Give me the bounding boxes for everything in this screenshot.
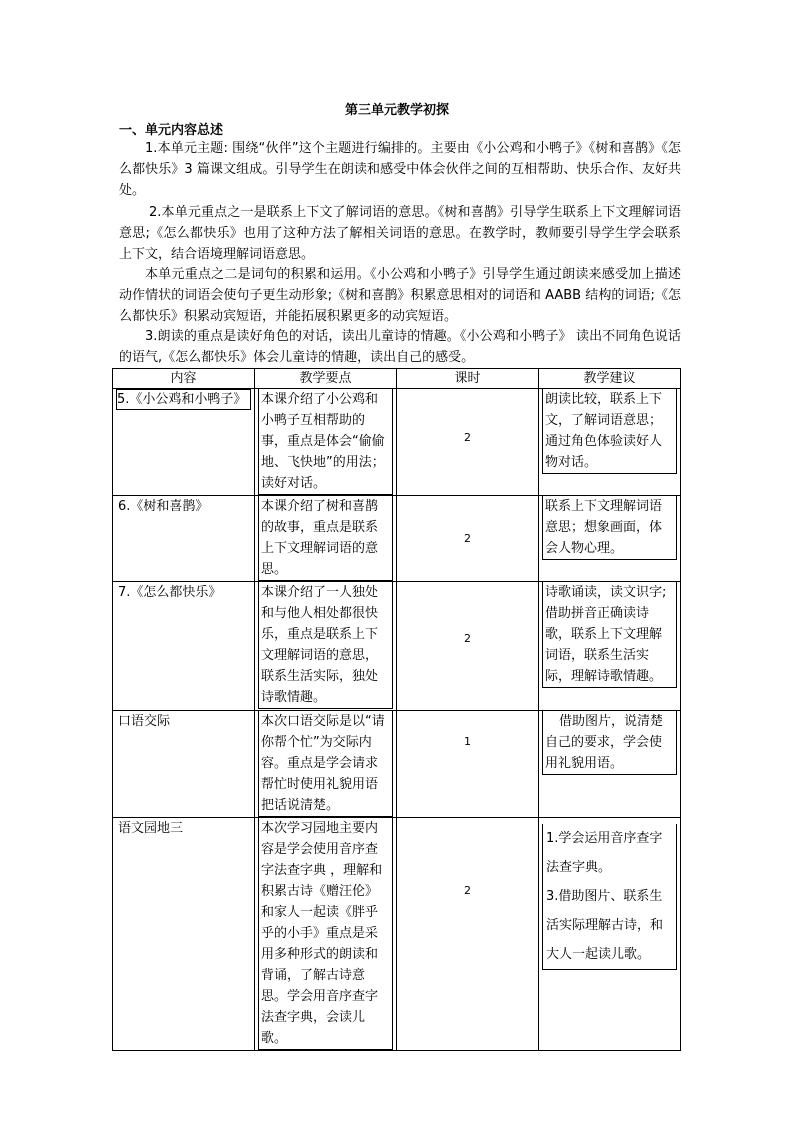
table-row (113, 582, 681, 711)
header-hours: 课时 (397, 369, 539, 389)
cell-content: 口语交际 (113, 711, 255, 818)
paragraph-focus-two: 本单元重点之二是词句的积累和运用。《小公鸡和小鸭子》引导学生通过朗读来感受加上描述动作情状的词语会使句子更生动形象;《树和喜鹊》积累意思相对的词语和 AABB 结构的词语;《怎么都快乐》积累动宾短语，并能拓展积累更多的动宾短语。 (119, 267, 681, 324)
header-content: 内容 (113, 369, 255, 389)
document-title: 第三单元教学初探 (344, 103, 449, 118)
cell-content: 语文园地三 (113, 818, 255, 1051)
cell-content: 6.《树和喜鹊》 (113, 496, 255, 582)
cell-suggestion (539, 818, 681, 1051)
table-row (113, 496, 681, 582)
cell-content: 7.《怎么都快乐》 (113, 582, 255, 711)
cell-hours: 2 (397, 818, 539, 1051)
cell-suggestion: 借助图片，说清楚自己的要求，学会使用礼貌用语。 (539, 711, 681, 818)
cell-key-points: 本课介绍了一人独处和与他人相处都很快乐，重点是联系上下文理解词语的意思，联系生活实际，独处诗歌情趣。 (255, 582, 397, 711)
table-row (113, 818, 681, 1051)
cell-hours: 2 (397, 389, 539, 496)
cell-suggestion: 朗读比较，联系上下文，了解词语意思；通过角色体验读好人物对话。 (539, 389, 681, 496)
cell-hours: 2 (397, 496, 539, 582)
teaching-plan-table (112, 368, 681, 1051)
cell-key-points: 本次口语交际是以“请你帮个忙”为交际内容。重点是学会请求帮忙时使用礼貌用语把话说清楚。 (255, 711, 397, 818)
cell-suggestion: 诗歌诵读，读文识字;借助拼音正确读诗歌，联系上下文理解词语，联系生活实际，理解诗歌情趣。 (539, 582, 681, 711)
cell-key-points: 本次学习园地主要内容是学会使用音序查字法查字典 ，理解和积累古诗《赠汪伦》和家人一起读《胖乎乎的小手》重点是采用多种形式的朗读和背诵，了解古诗意思。学会用音序查字法查字典，会读儿歌。 (255, 818, 397, 1051)
table-header-row (113, 369, 681, 389)
header-suggestion: 教学建议 (539, 369, 681, 389)
section-heading: 一、单元内容总述 (119, 123, 224, 138)
cell-suggestion: 联系上下文理解词语意思；想象画面，体会人物心理。 (539, 496, 681, 582)
table-row (113, 711, 681, 818)
cell-hours: 1 (397, 711, 539, 818)
table-row (113, 389, 681, 496)
cell-hours: 2 (397, 582, 539, 711)
paragraph-focus-one: 2.本单元重点之一是联系上下文了解词语的意思。《树和喜鹊》引导学生联系上下文理解词语意思;《怎么都快乐》也用了这种方法了解相关词语的意思。在教学时，教师要引导学生学会联系上下文，结合语境理解词语意思。 (119, 205, 681, 262)
suggestion-line: 3.借助图片、联系生活实际理解古诗，和大人一起读儿歌。 (546, 889, 664, 962)
suggestion-line: 1.学会运用音序查字法查字典。 (546, 831, 663, 875)
paragraph-reading-focus: 3.朗读的重点是读好角色的对话，读出儿童诗的情趣。《小公鸡和小鸭子》 读出不同角色说话的语气,《怎么都快乐》体会儿童诗的情趣，读出自己的感受。 (119, 329, 681, 365)
paragraph-unit-theme: 1.本单元主题: 围绕“伙伴”这个主题进行编排的。主要由《小公鸡和小鸭子》《树和喜鹊》《怎么都快乐》3 篇课文组成。引导学生在朗读和感受中体会伙伴之间的互相帮助、快乐合作、友好共处。 (119, 141, 681, 198)
cell-key-points: 本课介绍了小公鸡和小鸭子互相帮助的事，重点是体会“偷偷地、飞快地”的用法；读好对话。 (255, 389, 397, 496)
cell-key-points: 本课介绍了树和喜鹊的故事，重点是联系上下文理解词语的意思。 (255, 496, 397, 582)
header-key-points: 教学要点 (255, 369, 397, 389)
cell-content: 5.《小公鸡和小鸭子》 (113, 389, 255, 496)
